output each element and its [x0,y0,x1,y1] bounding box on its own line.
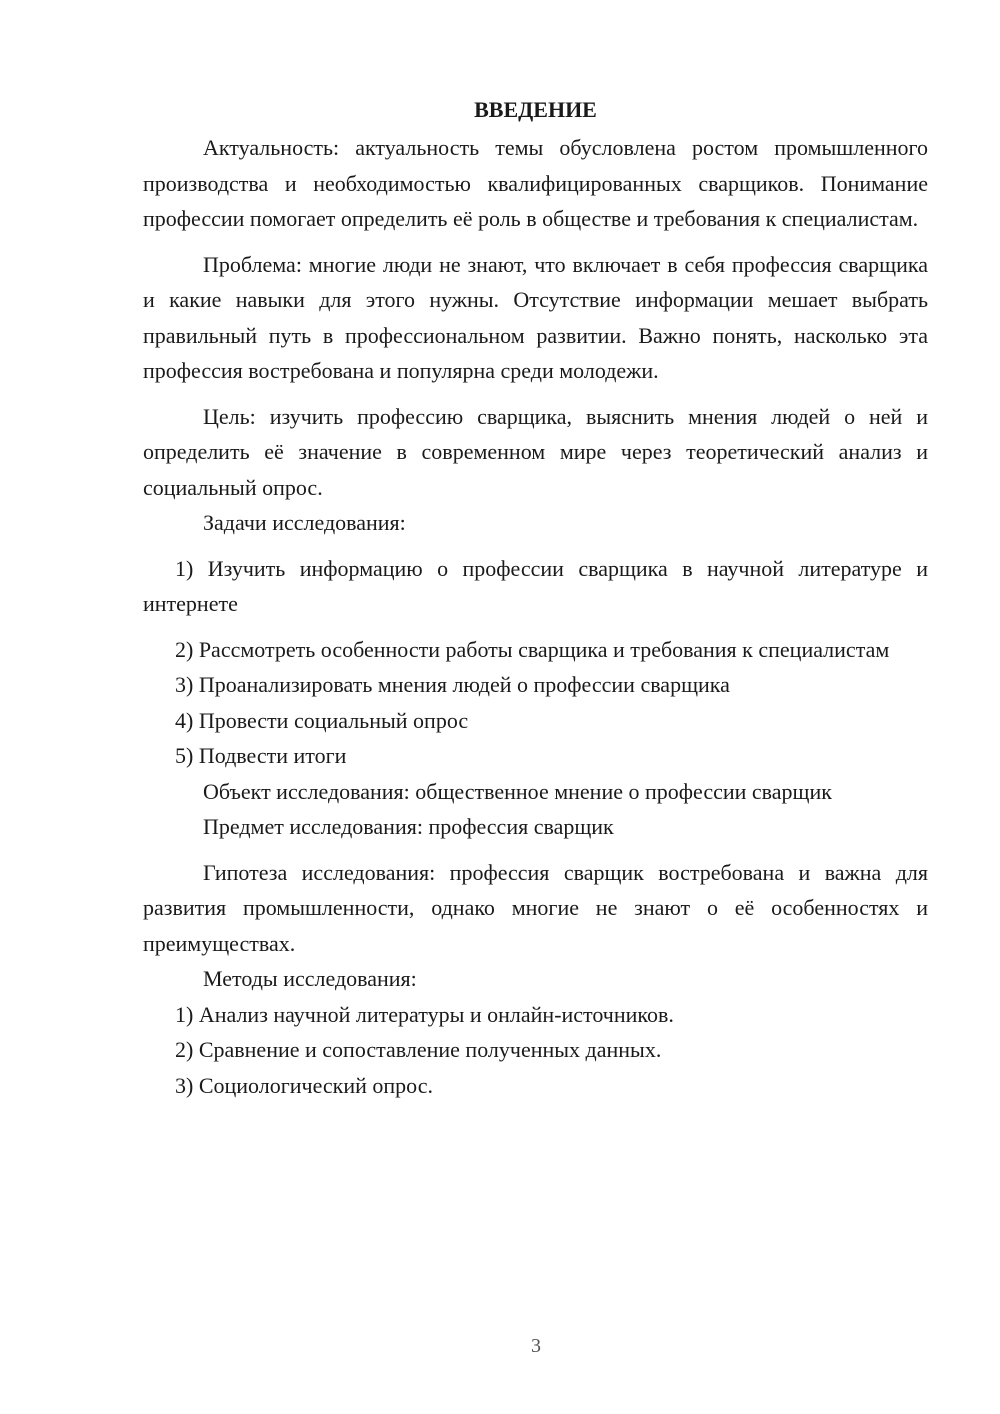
task-item: 2) Рассмотреть особенности работы сварщика и требования к специалистам [175,636,890,662]
problem-paragraph: Проблема: многие люди не знают, что включает в себя профессия сварщика и какие навыки для этого нужны. Отсутствие информации мешает выбрать правильный путь в профессиональном развитии. Важно понять, насколько эта профессия востребована и популярна среди молодежи. [143,251,928,383]
section-title: ВВЕДЕНИЕ [474,97,597,122]
page-number: 3 [531,1335,541,1357]
object-paragraph: Объект исследования: общественное мнение о профессии сварщик [203,778,832,804]
task-item: 5) Подвести итоги [175,743,347,768]
method-item: 3) Социологический опрос. [175,1072,433,1098]
methods-heading: Методы исследования: [203,966,417,991]
goal-paragraph: Цель: изучить профессию сварщика, выяснить мнения людей о ней и определить её значение в современном мире через теоретический анализ и социальный опрос. [143,403,928,500]
document-page [143,88,928,1103]
task-item: 4) Провести социальный опрос [175,707,469,733]
method-item: 1) Анализ научной литературы и онлайн-источников. [175,1001,674,1027]
hypothesis-paragraph: Гипотеза исследования: профессия сварщик востребована и важна для развития промышленности, однако многие не знают о её особенностях и преимуществах. [143,859,928,956]
method-item: 2) Сравнение и сопоставление полученных данных. [175,1037,662,1062]
relevance-paragraph: Актуальность: актуальность темы обусловлена ростом промышленного производства и необходимостью квалифицированных сварщиков. Понимание профессии помогает определить её роль в обществе и требования к специалистам. [143,135,928,231]
task-item: 3) Проанализировать мнения людей о профессии сварщика [175,672,730,697]
tasks-heading: Задачи исследования: [203,510,406,535]
subject-paragraph: Предмет исследования: профессия сварщик [203,814,614,839]
task-item: 1) Изучить информацию о профессии сварщика в научной литературе и интернете [143,555,928,616]
